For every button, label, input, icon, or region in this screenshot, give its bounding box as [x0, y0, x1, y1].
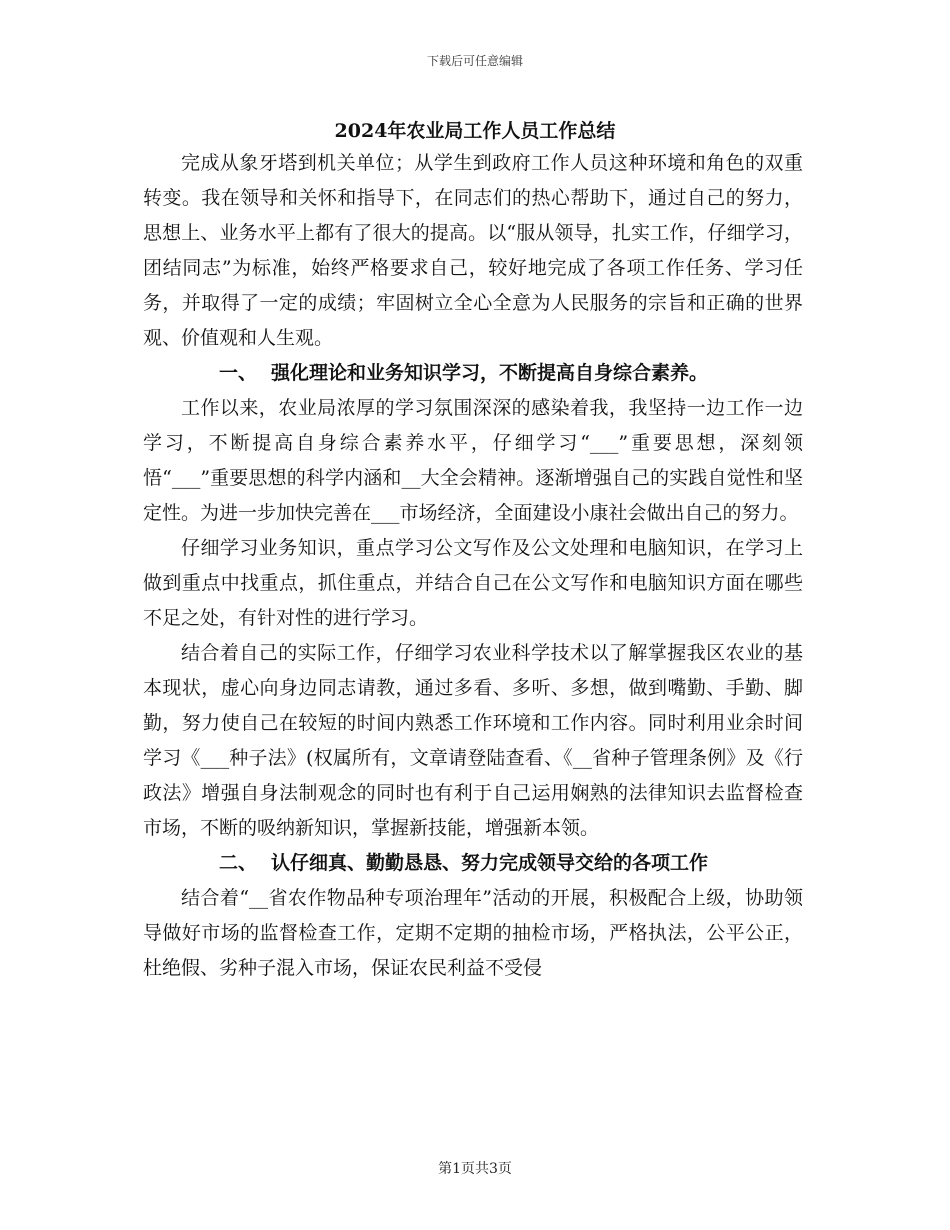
section-heading-1 — [143, 356, 803, 391]
section-number: 一、 — [219, 362, 258, 384]
section-heading-2 — [143, 846, 803, 881]
paragraph-business-knowledge: 仔细学习业务知识，重点学习公文写作及公文处理和电脑知识，在学习上做到重点中找重点，抓住重点，并结合自己在公文写作和电脑知识方面在哪些不足之处，有针对性的进行学习。 — [143, 537, 803, 629]
document-title: 2024年农业局工作人员工作总结 — [334, 120, 616, 142]
document-body — [143, 146, 803, 986]
section-number: 二、 — [219, 852, 258, 874]
header-note: 下载后可任意编辑 — [426, 54, 523, 68]
section-heading-text: 强化理论和业务知识学习，不断提高自身综合素养。 — [271, 362, 709, 384]
page-footer: 第1页共3页 — [438, 1161, 512, 1177]
paragraph-market-inspection: 结合着“__省农作物品种专项治理年”活动的开展，积极配合上级，协助领导做好市场的监督检查工作，定期不定期的抽检市场，严格执法，公平公正，杜绝假、劣种子混入市场，保证农民利益不受侵 — [143, 887, 803, 979]
section-heading-text: 认仔细真、勤勤恳恳、努力完成领导交给的各项工作 — [271, 852, 709, 874]
paragraph-study: 工作以来，农业局浓厚的学习氛围深深的感染着我，我坚持一边工作一边学习，不断提高自身综合素养水平，仔细学习“___”重要思想，深刻领悟“___”重要思想的科学内涵和__大全会精神。逐渐增强自己的实践自觉性和坚定性。为进一步加快完善在___市场经济，全面建设小康社会做出自己的努力。 — [143, 397, 803, 524]
paragraph-practical-work: 结合着自己的实际工作，仔细学习农业科学技术以了解掌握我区农业的基本现状，虚心向身边同志请教，通过多看、多听、多想，做到嘴勤、手勤、脚勤，努力使自己在较短的时间内熟悉工作环境和工作内容。同时利用业余时间学习《___种子法》(权属所有，文章请登陆查看、《__省种子管理条例》及《行政法》增强自身法制观念的同时也有利于自己运用娴熟的法律知识去监督检查市场，不断的吸纳新知识，掌握新技能，增强新本领。 — [143, 642, 803, 839]
paragraph-intro: 完成从象牙塔到机关单位；从学生到政府工作人员这种环境和角色的双重转变。我在领导和关怀和指导下，在同志们的热心帮助下，通过自己的努力，思想上、业务水平上都有了很大的提高。以“服从领导，扎实工作，仔细学习，团结同志”为标准，始终严格要求自己，较好地完成了各项工作任务、学习任务，并取得了一定的成绩；牢固树立全心全意为人民服务的宗旨和正确的世界观、价值观和人生观。 — [143, 152, 803, 349]
